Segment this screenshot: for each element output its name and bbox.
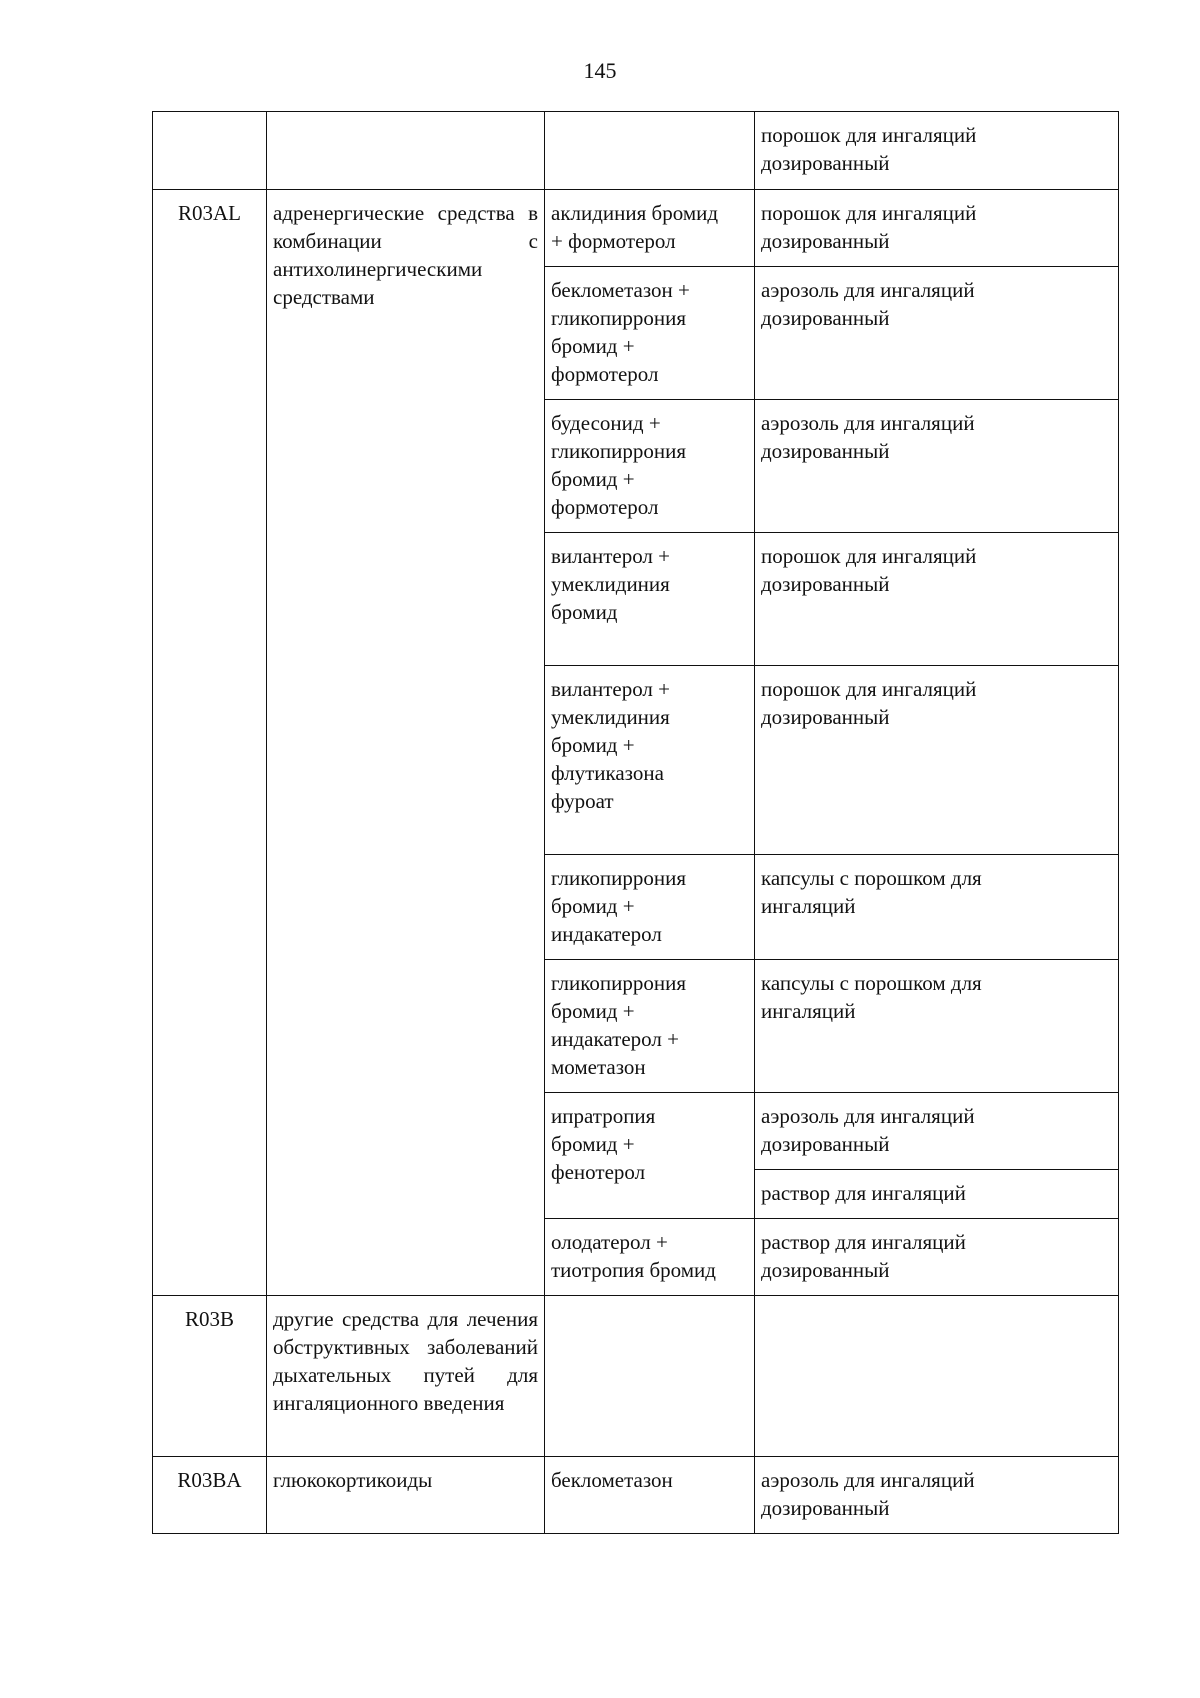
dosage-form: порошок для ингаляций дозированный <box>761 201 977 253</box>
drug-cell <box>545 960 755 1093</box>
drug-name: гликопиррония бромид + индакатерол <box>551 866 687 946</box>
drug-name: ипратропия бромид + фенотерол <box>551 1104 656 1184</box>
drug-name: вилантерол + умеклидиния бромид <box>551 544 670 624</box>
form-cell <box>755 1170 1119 1219</box>
drug-name: беклометазон + гликопиррония бромид + формотерол <box>551 278 690 386</box>
dosage-form: капсулы с порошком для ингаляций <box>761 866 982 918</box>
form-cell <box>755 533 1119 666</box>
form-cell <box>755 855 1119 960</box>
form-cell <box>755 1296 1119 1457</box>
dosage-form: раствор для ингаляций <box>761 1181 966 1205</box>
drug-name: будесонид + гликопиррония бромид + формотерол <box>551 411 687 519</box>
atc-description: глюкокортикоиды <box>273 1468 433 1492</box>
drug-cell <box>545 533 755 666</box>
drug-cell <box>545 1219 755 1296</box>
drug-cell <box>545 855 755 960</box>
form-cell <box>755 400 1119 533</box>
form-cell <box>755 112 1119 190</box>
table-row <box>153 1296 1119 1457</box>
form-cell <box>755 1457 1119 1534</box>
dosage-form: аэрозоль для ингаляций дозированный <box>761 1104 975 1156</box>
drug-cell <box>545 400 755 533</box>
drug-name: олодатерол + тиотропия бромид <box>551 1230 716 1282</box>
atc-description: другие средства для лечения обструктивных заболеваний дыхательных путей для ингаляционного введения <box>273 1307 538 1415</box>
code-cell <box>153 112 267 190</box>
drug-cell <box>545 1296 755 1457</box>
drug-cell <box>545 267 755 400</box>
atc-code: R03AL <box>178 201 241 225</box>
description-cell <box>267 1296 545 1457</box>
drug-name: беклометазон <box>551 1468 673 1492</box>
drug-name: аклидиния бромид + формотерол <box>551 201 719 253</box>
code-cell <box>153 190 267 1296</box>
drug-cell <box>545 1457 755 1534</box>
atc-description: адренергические средства в комбинации с антихолинергическими средствами <box>273 201 538 309</box>
drug-cell <box>545 190 755 267</box>
description-cell <box>267 190 545 1296</box>
form-cell <box>755 1219 1119 1296</box>
dosage-form: капсулы с порошком для ингаляций <box>761 971 982 1023</box>
drug-name: вилантерол + умеклидиния бромид + флутиказона фуроат <box>551 677 670 813</box>
description-cell <box>267 1457 545 1534</box>
form-cell <box>755 267 1119 400</box>
drug-cell <box>545 112 755 190</box>
form-cell <box>755 190 1119 267</box>
drug-cell <box>545 1093 755 1219</box>
dosage-form: аэрозоль для ингаляций дозированный <box>761 1468 975 1520</box>
code-cell <box>153 1296 267 1457</box>
dosage-form: порошок для ингаляций дозированный <box>761 677 977 729</box>
drug-cell <box>545 666 755 855</box>
form-cell <box>755 666 1119 855</box>
form-cell <box>755 1093 1119 1170</box>
drug-name: гликопиррония бромид + индакатерол + мометазон <box>551 971 687 1079</box>
form-cell <box>755 960 1119 1093</box>
dosage-form: раствор для ингаляций дозированный <box>761 1230 966 1282</box>
table-row <box>153 1457 1119 1534</box>
code-cell <box>153 1457 267 1534</box>
atc-code: R03BA <box>177 1468 242 1492</box>
dosage-form: порошок для ингаляций дозированный <box>761 123 977 175</box>
dosage-form: аэрозоль для ингаляций дозированный <box>761 278 975 330</box>
dosage-form: порошок для ингаляций дозированный <box>761 544 977 596</box>
page-number: 145 <box>583 58 617 83</box>
drug-table <box>152 111 1119 1534</box>
table-row <box>153 112 1119 190</box>
dosage-form: аэрозоль для ингаляций дозированный <box>761 411 975 463</box>
atc-code: R03B <box>184 1307 234 1331</box>
description-cell <box>267 112 545 190</box>
table-row <box>153 190 1119 267</box>
